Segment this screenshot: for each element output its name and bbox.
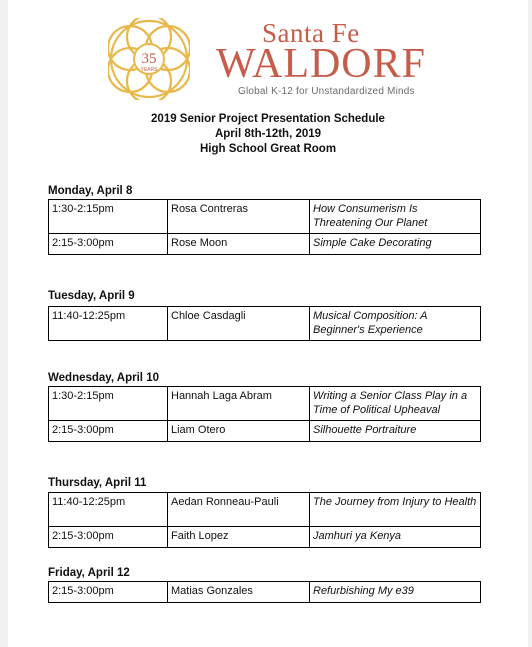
time-cell: 11:40-12:25pm <box>49 307 168 341</box>
presenter-cell: Faith Lopez <box>168 527 310 548</box>
table-row <box>49 307 481 341</box>
table-row <box>49 493 481 527</box>
presenter-cell: Rosa Contreras <box>168 200 310 234</box>
project-title-cell: The Journey from Injury to Health <box>310 493 481 527</box>
table-row <box>49 527 481 548</box>
presenter-cell: Rose Moon <box>168 234 310 255</box>
project-title-cell: Musical Composition: A Beginner's Experience <box>310 307 481 341</box>
project-title-cell: Refurbishing My e39 <box>310 582 481 603</box>
time-cell: 2:15-3:00pm <box>49 421 168 442</box>
presenter-cell: Liam Otero <box>168 421 310 442</box>
presenter-cell: Aedan Ronneau-Pauli <box>168 493 310 527</box>
day-heading-tuesday: Tuesday, April 9 <box>48 290 135 302</box>
presenter-cell: Hannah Laga Abram <box>168 387 310 421</box>
seal-icon <box>108 18 190 100</box>
document-page <box>8 0 528 647</box>
day-heading-monday: Monday, April 8 <box>48 185 133 197</box>
table-row <box>49 421 481 442</box>
time-cell: 11:40-12:25pm <box>49 493 168 527</box>
seal-number: 35 <box>141 51 157 67</box>
project-title-cell: Simple Cake Decorating <box>310 234 481 255</box>
brand-name-line2: WALDORF <box>216 41 427 87</box>
project-title-cell: How Consumerism Is Threatening Our Planet <box>310 200 481 234</box>
table-row <box>49 234 481 255</box>
brand-tagline: Global K-12 for Unstandardized Minds <box>238 86 415 97</box>
day-heading-friday: Friday, April 12 <box>48 567 130 579</box>
day-heading-wednesday: Wednesday, April 10 <box>48 372 159 384</box>
brand-name-line1: Santa Fe <box>262 18 360 48</box>
table-row <box>49 200 481 234</box>
seal-text: YEARS <box>140 67 158 73</box>
presenter-cell: Chloe Casdagli <box>168 307 310 341</box>
time-cell: 2:15-3:00pm <box>49 234 168 255</box>
time-cell: 2:15-3:00pm <box>49 527 168 548</box>
schedule-table-thursday <box>48 492 481 548</box>
day-heading-thursday: Thursday, April 11 <box>48 477 147 489</box>
title-line-2: April 8th-12th, 2019 <box>214 128 322 140</box>
schedule-table-friday <box>48 581 481 603</box>
school-logo <box>108 18 448 98</box>
document-title <box>8 112 528 157</box>
time-cell: 1:30-2:15pm <box>49 200 168 234</box>
presenter-cell: Matias Gonzales <box>168 582 310 603</box>
time-cell: 1:30-2:15pm <box>49 387 168 421</box>
schedule-table-wednesday <box>48 386 481 442</box>
title-line-3: High School Great Room <box>199 143 337 155</box>
table-row <box>49 387 481 421</box>
schedule-table-tuesday <box>48 306 481 341</box>
time-cell: 2:15-3:00pm <box>49 582 168 603</box>
schedule-table-monday <box>48 199 481 255</box>
project-title-cell: Writing a Senior Class Play in a Time of Political Upheaval <box>310 387 481 421</box>
project-title-cell: Jamhuri ya Kenya <box>310 527 481 548</box>
title-line-1: 2019 Senior Project Presentation Schedule <box>151 113 385 125</box>
project-title-cell: Silhouette Portraiture <box>310 421 481 442</box>
table-row <box>49 582 481 603</box>
